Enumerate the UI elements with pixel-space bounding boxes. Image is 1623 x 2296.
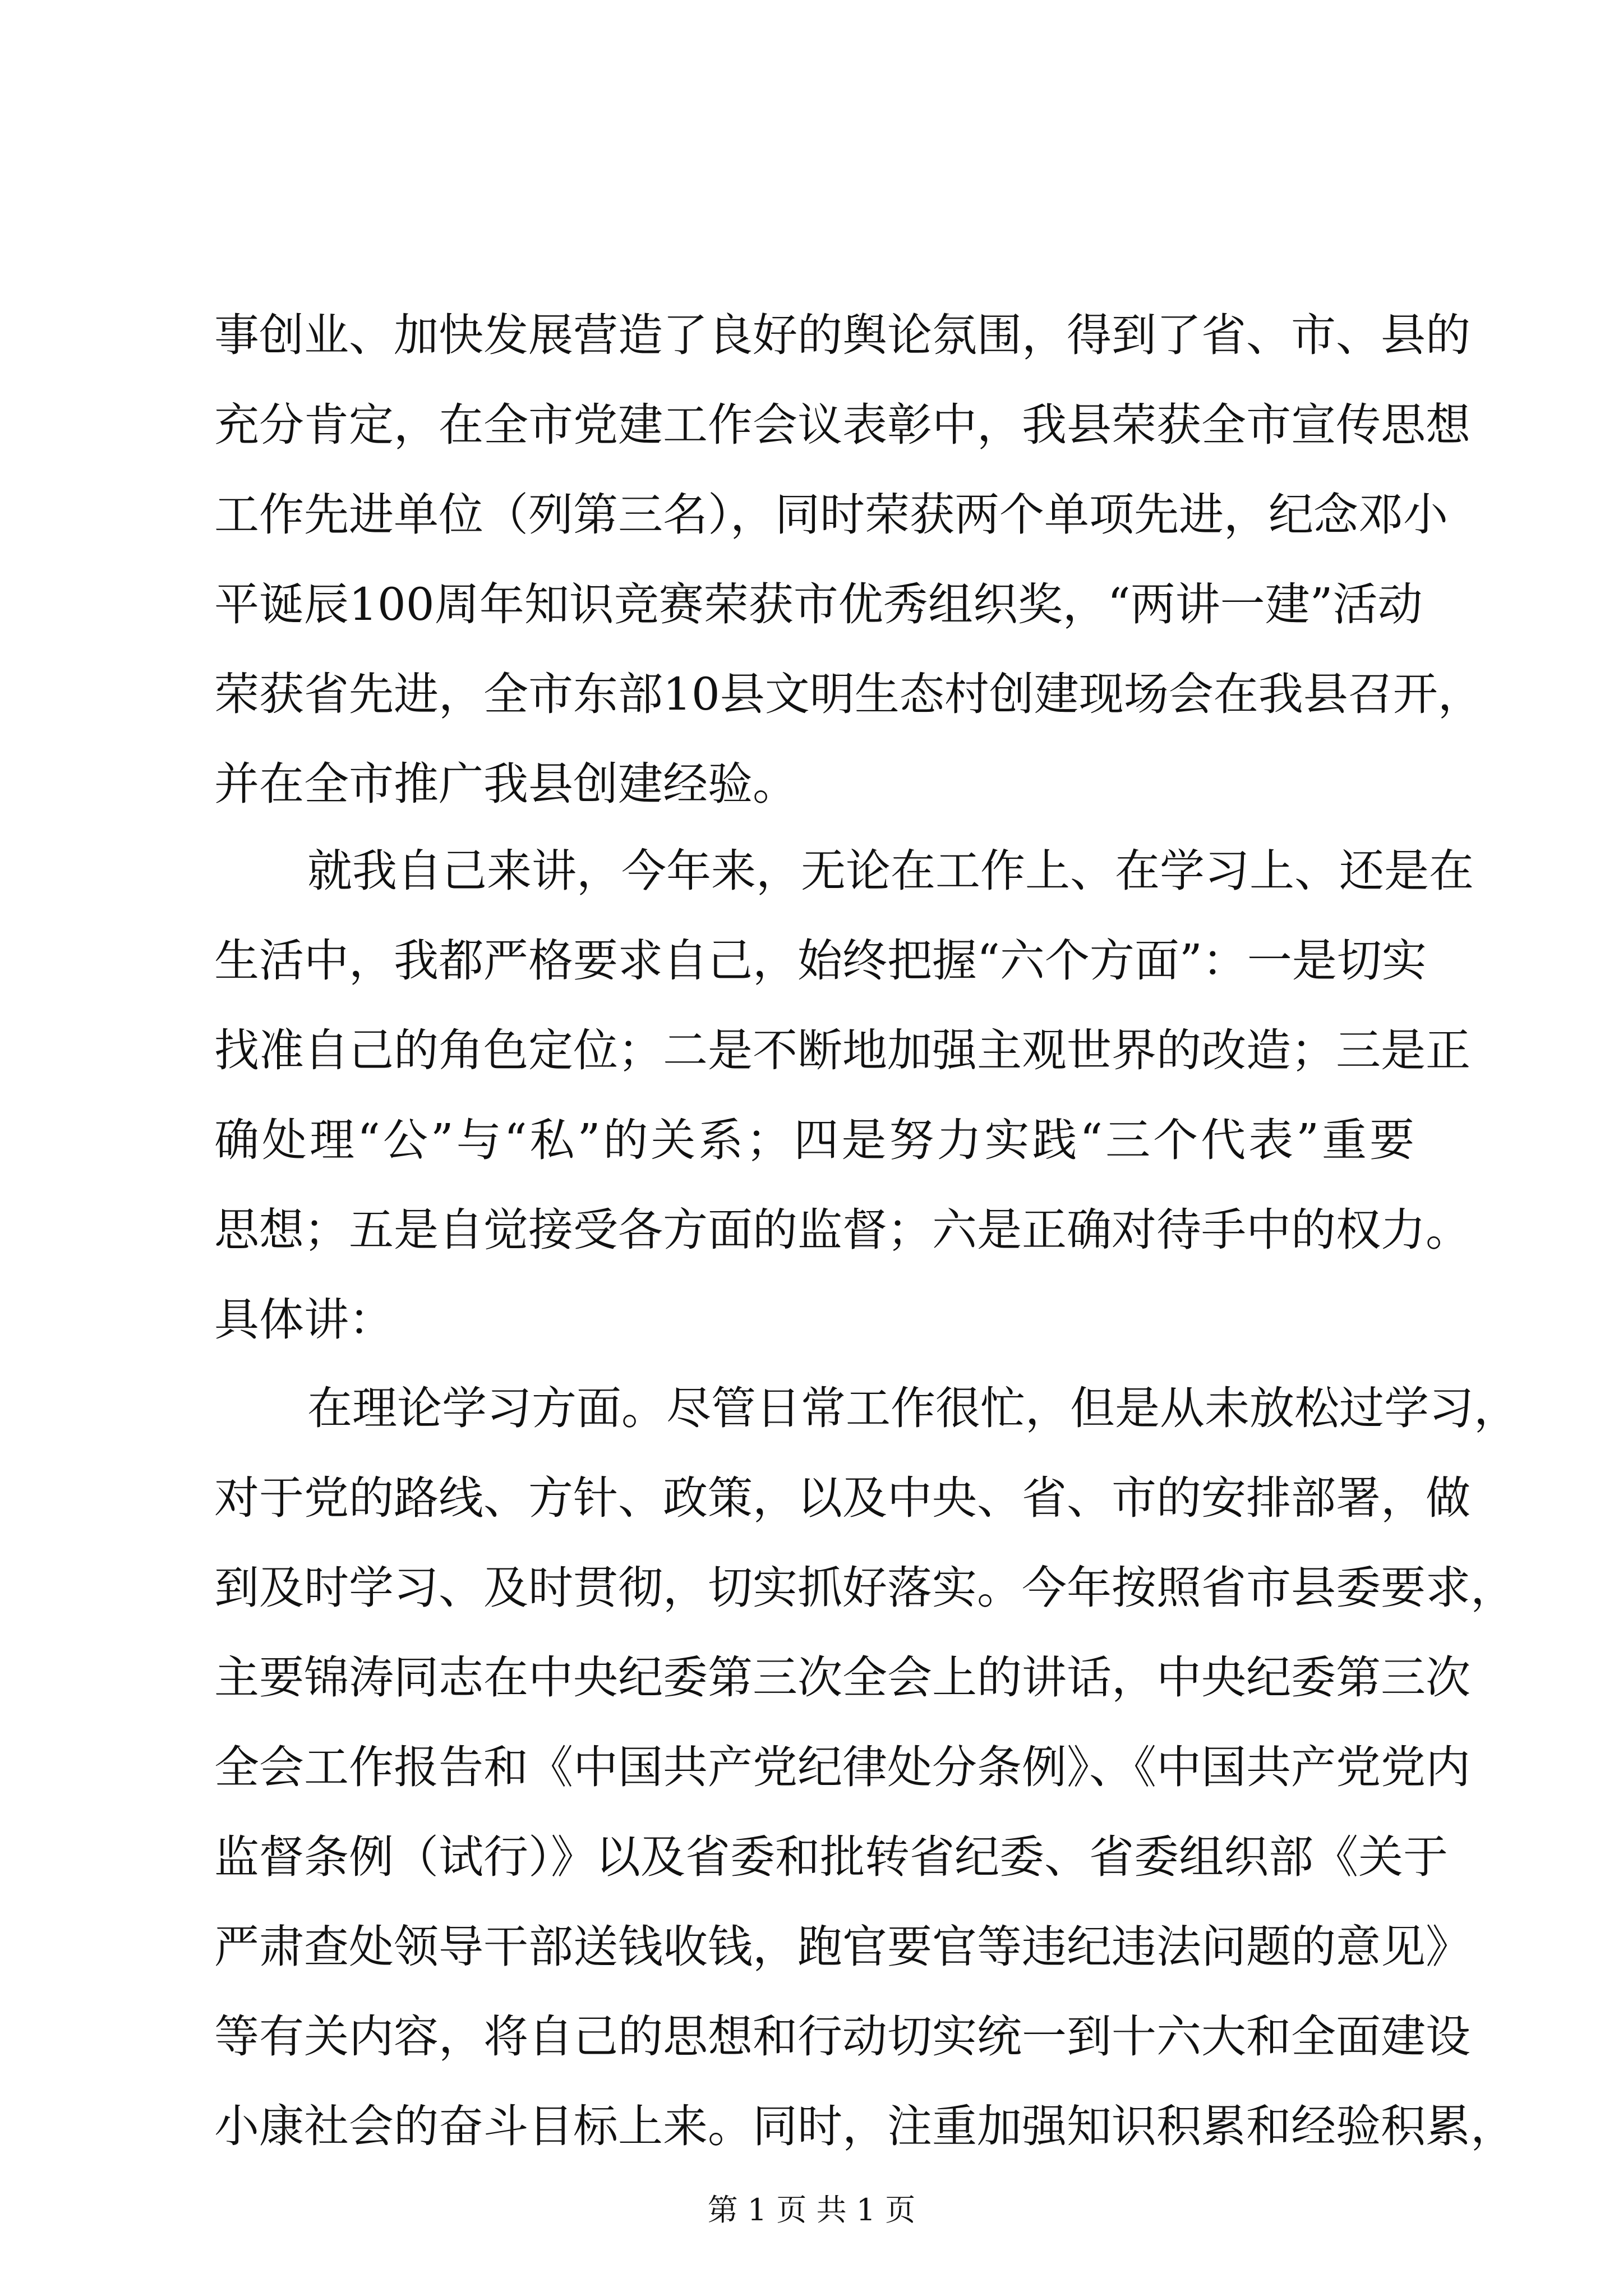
page-number-footer: 第 1 页 共 1 页: [707, 2192, 916, 2228]
paragraph-3-line-7: 严肃查处领导干部送钱收钱，跑官要官等违纪违法问题的意见》: [214, 1921, 1470, 1973]
paragraph-3-line-2: 对于党的路线、方针、政策，以及中央、省、市的安排部署，做: [214, 1472, 1470, 1524]
paragraph-3-line-4: 主要锦涛同志在中央纪委第三次全会上的讲话，中央纪委第三次: [214, 1651, 1470, 1704]
paragraph-1-line-5: 荣获省先进，全市东部10县文明生态村创建现场会在我县召开，: [214, 668, 1483, 720]
paragraph-2-line-1: 就我自己来讲，今年来，无论在工作上、在学习上、还是在: [307, 845, 1474, 897]
paragraph-1-line-3: 工作先进单位（列第三名），同时荣获两个单项先进，纪念邓小: [214, 489, 1448, 541]
paragraph-1-line-6: 并在全市推广我县创建经验。: [214, 758, 797, 810]
paragraph-3-line-3: 到及时学习、及时贯彻，切实抓好落实。今年按照省市县委要求，: [214, 1562, 1515, 1614]
paragraph-2-line-2: 生活中，我都严格要求自己，始终把握“六个方面”：一是切实: [214, 935, 1427, 987]
paragraph-1-line-2: 充分肯定，在全市党建工作会议表彰中，我县荣获全市宣传思想: [214, 399, 1470, 451]
paragraph-2-line-6: 具体讲：: [214, 1294, 394, 1346]
paragraph-3-line-5: 全会工作报告和《中国共产党纪律处分条例》、《中国共产党党内: [214, 1741, 1470, 1793]
paragraph-1-line-4: 平诞辰100周年知识竞赛荣获市优秀组织奖，“两讲一建”活动: [214, 578, 1423, 631]
paragraph-2-line-3: 找准自己的角色定位；二是不断地加强主观世界的改造；三是正: [214, 1024, 1470, 1076]
paragraph-1-line-1: 事创业、加快发展营造了良好的舆论氛围，得到了省、市、县的: [214, 309, 1470, 361]
paragraph-2-line-4: 确处理“公”与“私”的关系；四是努力实践“三个代表”重要: [214, 1114, 1414, 1166]
paragraph-3-line-1: 在理论学习方面。尽管日常工作很忙，但是从未放松过学习，: [307, 1382, 1519, 1434]
paragraph-3-line-9: 小康社会的奋斗目标上来。同时，注重加强知识积累和经验积累，: [214, 2100, 1515, 2152]
paragraph-3-line-6: 监督条例（试行）》以及省委和批转省纪委、省委组织部《关于: [214, 1831, 1448, 1883]
paragraph-2-line-5: 思想；五是自觉接受各方面的监督；六是正确对待手中的权力。: [214, 1204, 1470, 1256]
paragraph-3-line-8: 等有关内容，将自己的思想和行动切实统一到十六大和全面建设: [214, 2010, 1470, 2063]
